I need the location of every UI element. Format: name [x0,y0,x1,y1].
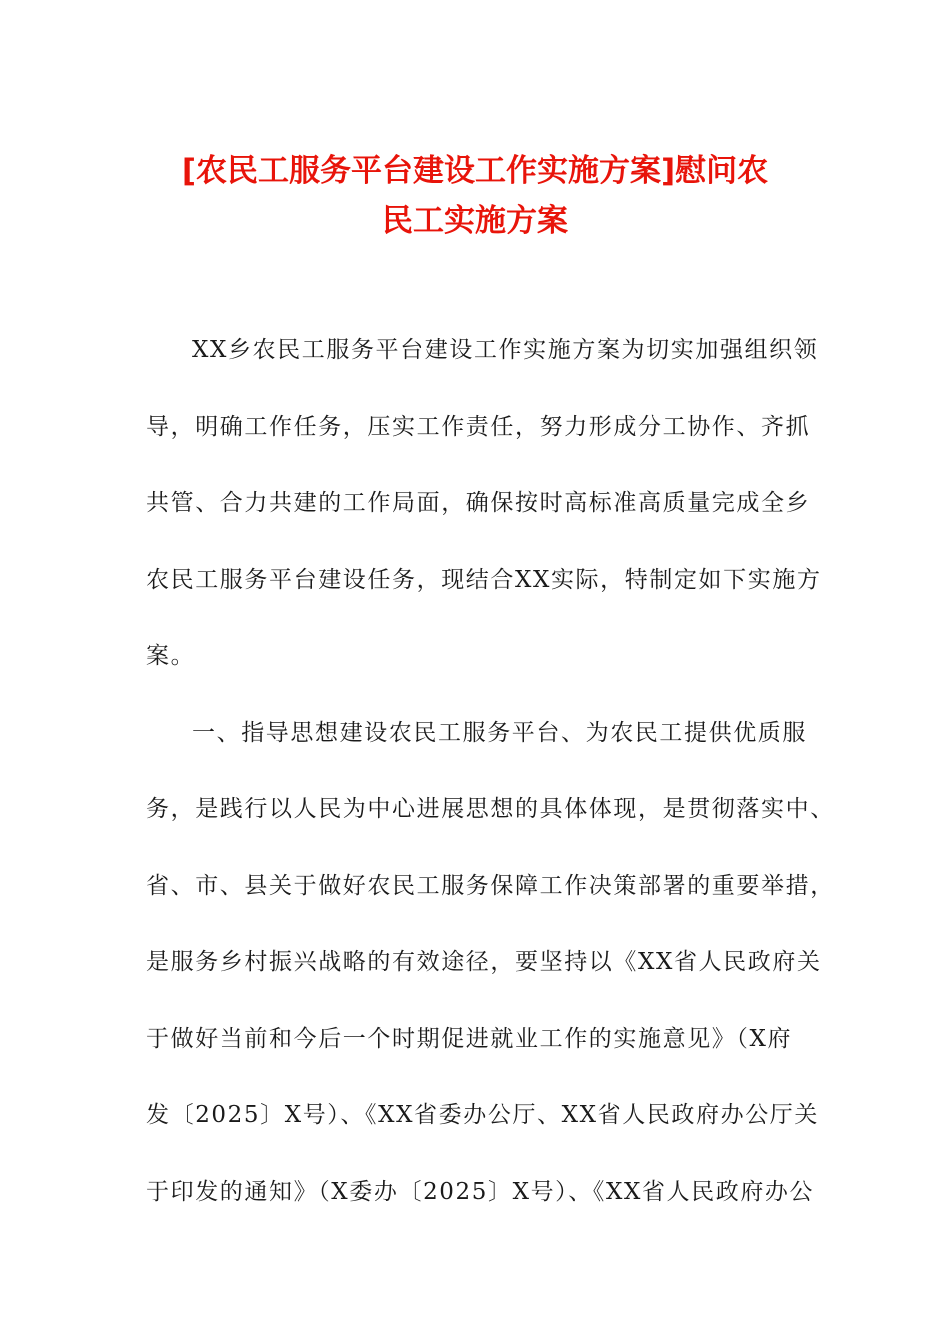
text-line: 务，是践行以人民为中心进展思想的具体体现，是贯彻落实中、 [146,796,835,822]
text-line: 农民工服务平台建设任务，现结合XX实际，特制定如下实施方 [146,566,822,593]
text-line: XX乡农民工服务平台建设工作实施方案为切实加强组织领 [192,337,819,363]
text-line: 是服务乡村振兴战略的有效途径，要坚持以《XX省人民政府关 [146,949,822,975]
text-line: 于做好当前和今后一个时期促进就业工作的实施意见》（X府 [146,1025,793,1052]
text-line: 发〔2025〕X号）、《XX省委办公厅、XX省人民政府办公厅关 [146,1102,820,1128]
text-line: 一、指导思想建设农民工服务平台、为农民工提供优质服 [192,719,807,746]
document-title [120,146,830,246]
paragraph-guiding-ideology [146,714,835,1211]
text-line: 省、市、县关于做好农民工服务保障工作决策部署的重要举措， [146,872,835,899]
document-body [146,331,835,1249]
text-line: 导，明确工作任务，压实工作责任，努力形成分工协作、齐抓 [146,413,811,440]
text-line: 共管、合力共建的工作局面，确保按时高标准高质量完成全乡 [146,490,811,516]
text-line: 案。 [146,643,196,669]
text-line: 于印发的通知》（X委办〔2025〕X号）、《XX省人民政府办公 [146,1178,815,1205]
paragraph-intro [146,331,822,675]
title-line-1: [农民工服务平台建设工作实施方案]慰问农 [181,153,769,189]
title-line-2: 民工实施方案 [382,203,568,239]
